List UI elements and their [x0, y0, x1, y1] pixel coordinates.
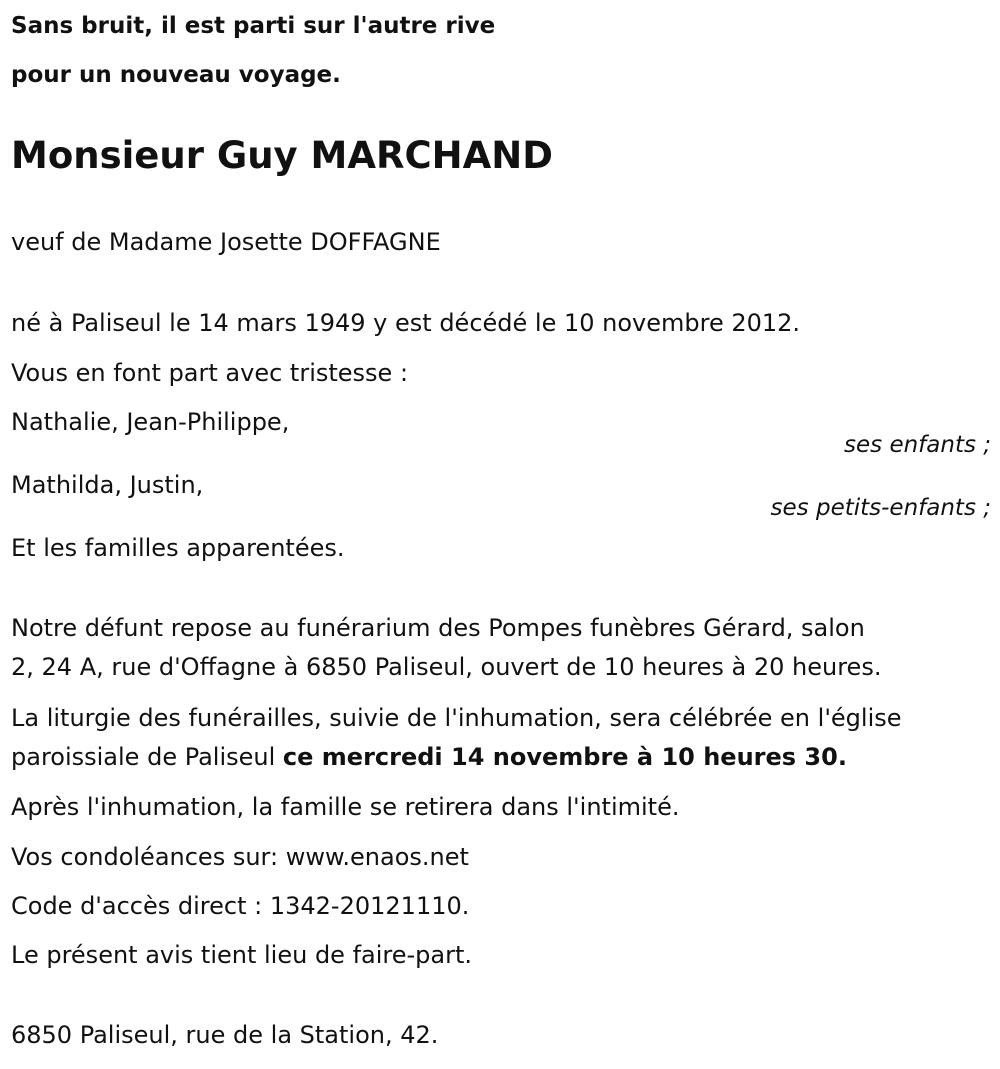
- children-role: ses enfants ;: [844, 432, 991, 458]
- notice-line: Le présent avis tient lieu de faire-part.: [11, 941, 473, 969]
- deceased-name: Monsieur Guy MARCHAND: [11, 134, 553, 177]
- condolences-line: Vos condoléances sur: www.enaos.net: [11, 843, 469, 871]
- grandchildren-names: Mathilda, Justin,: [11, 471, 204, 499]
- rest-line-1: Notre défunt repose au funérarium des Pompes funèbres Gérard, salon: [11, 614, 865, 642]
- grandchildren-role: ses petits-enfants ;: [770, 495, 991, 521]
- liturgy-line-1: La liturgie des funérailles, suivie de l'inhumation, sera célébrée en l'église: [11, 704, 902, 732]
- children-names: Nathalie, Jean-Philippe,: [11, 408, 290, 436]
- epigraph-line-2: pour un nouveau voyage.: [11, 62, 341, 88]
- epigraph-line-1: Sans bruit, il est parti sur l'autre rive: [11, 13, 496, 39]
- access-code-line: Code d'accès direct : 1342-20121110.: [11, 892, 470, 920]
- footer-address: 6850 Paliseul, rue de la Station, 42.: [11, 1021, 439, 1049]
- announce-line: Vous en font part avec tristesse :: [11, 359, 409, 387]
- after-burial-line: Après l'inhumation, la famille se retirera dans l'intimité.: [11, 793, 680, 821]
- birth-death-line: né à Paliseul le 14 mars 1949 y est décédé le 10 novembre 2012.: [11, 309, 801, 337]
- rest-line-2: 2, 24 A, rue d'Offagne à 6850 Paliseul, ouvert de 10 heures à 20 heures.: [11, 653, 882, 681]
- liturgy-line-2-prefix: paroissiale de Paliseul: [11, 743, 283, 771]
- liturgy-date-time: ce mercredi 14 novembre à 10 heures 30.: [282, 743, 847, 771]
- obituary-notice: [11, 0, 991, 1069]
- relatives-line: Et les familles apparentées.: [11, 534, 345, 562]
- liturgy-line-2: [11, 741, 847, 773]
- widower-line: veuf de Madame Josette DOFFAGNE: [11, 228, 441, 256]
